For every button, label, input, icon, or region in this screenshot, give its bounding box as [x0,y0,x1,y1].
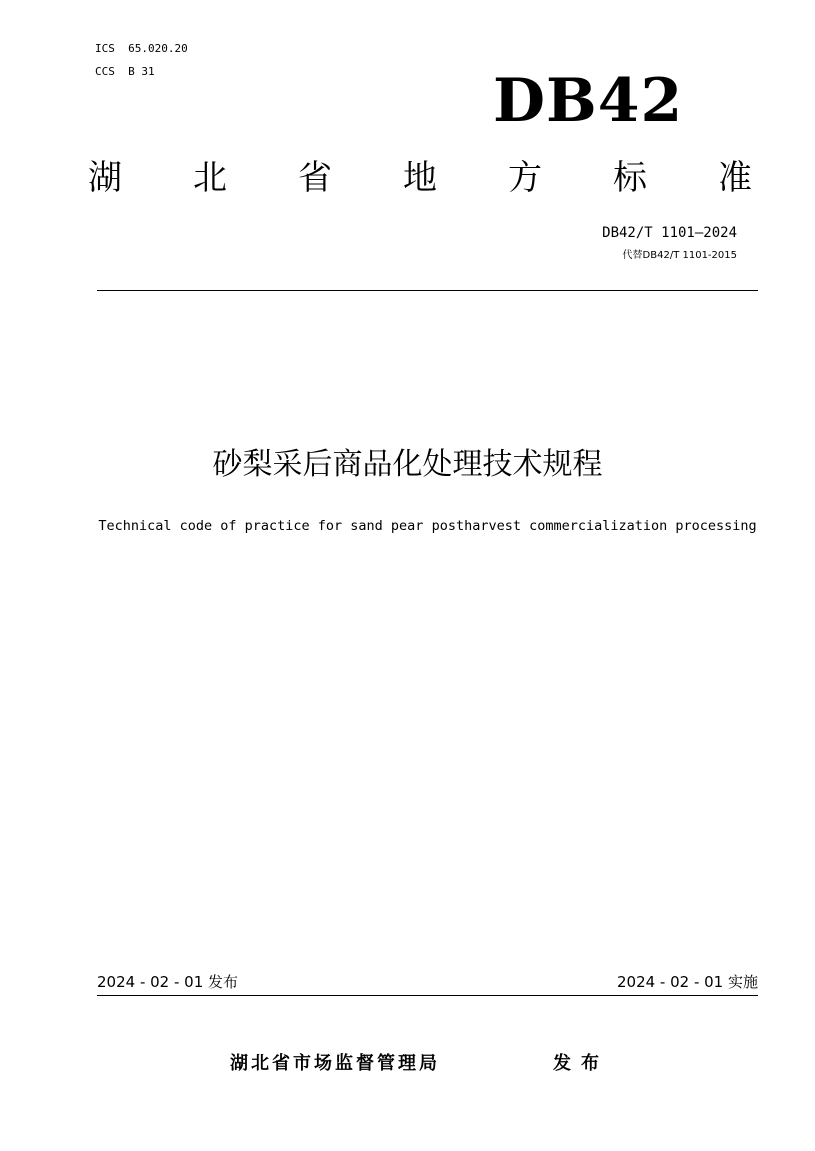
issuing-authority: 湖北省市场监督管理局 [230,1053,440,1074]
standard-logo: DB42 [493,66,684,136]
implementation-date: 2024 - 02 - 01 实施 [616,973,758,991]
standard-type-char: 标 [613,158,647,198]
standard-type-char: 方 [508,158,542,198]
ccs-code: CCS B 31 [95,65,155,78]
standard-number: DB42/T 1101—2024 [602,225,737,241]
standard-type-char: 准 [718,158,752,198]
standard-type-char: 北 [193,158,227,198]
issue-date: 2024 - 02 - 01 发布 [97,973,239,991]
document-title-chinese: 砂梨采后商品化处理技术规程 [212,447,603,482]
standard-type-char: 省 [298,158,332,198]
standard-type-char: 地 [403,158,437,198]
replaced-standard: 代替DB42/T 1101-2015 [622,250,737,261]
header-divider [97,290,758,291]
document-title-english: Technical code of practice for sand pear postharvest commercialization processing [98,518,757,534]
issue-label: 发布 [553,1053,609,1074]
standard-type-title [88,156,752,200]
footer-divider [97,995,758,996]
ics-code: ICS 65.020.20 [95,42,188,55]
standard-type-char: 湖 [88,158,122,198]
